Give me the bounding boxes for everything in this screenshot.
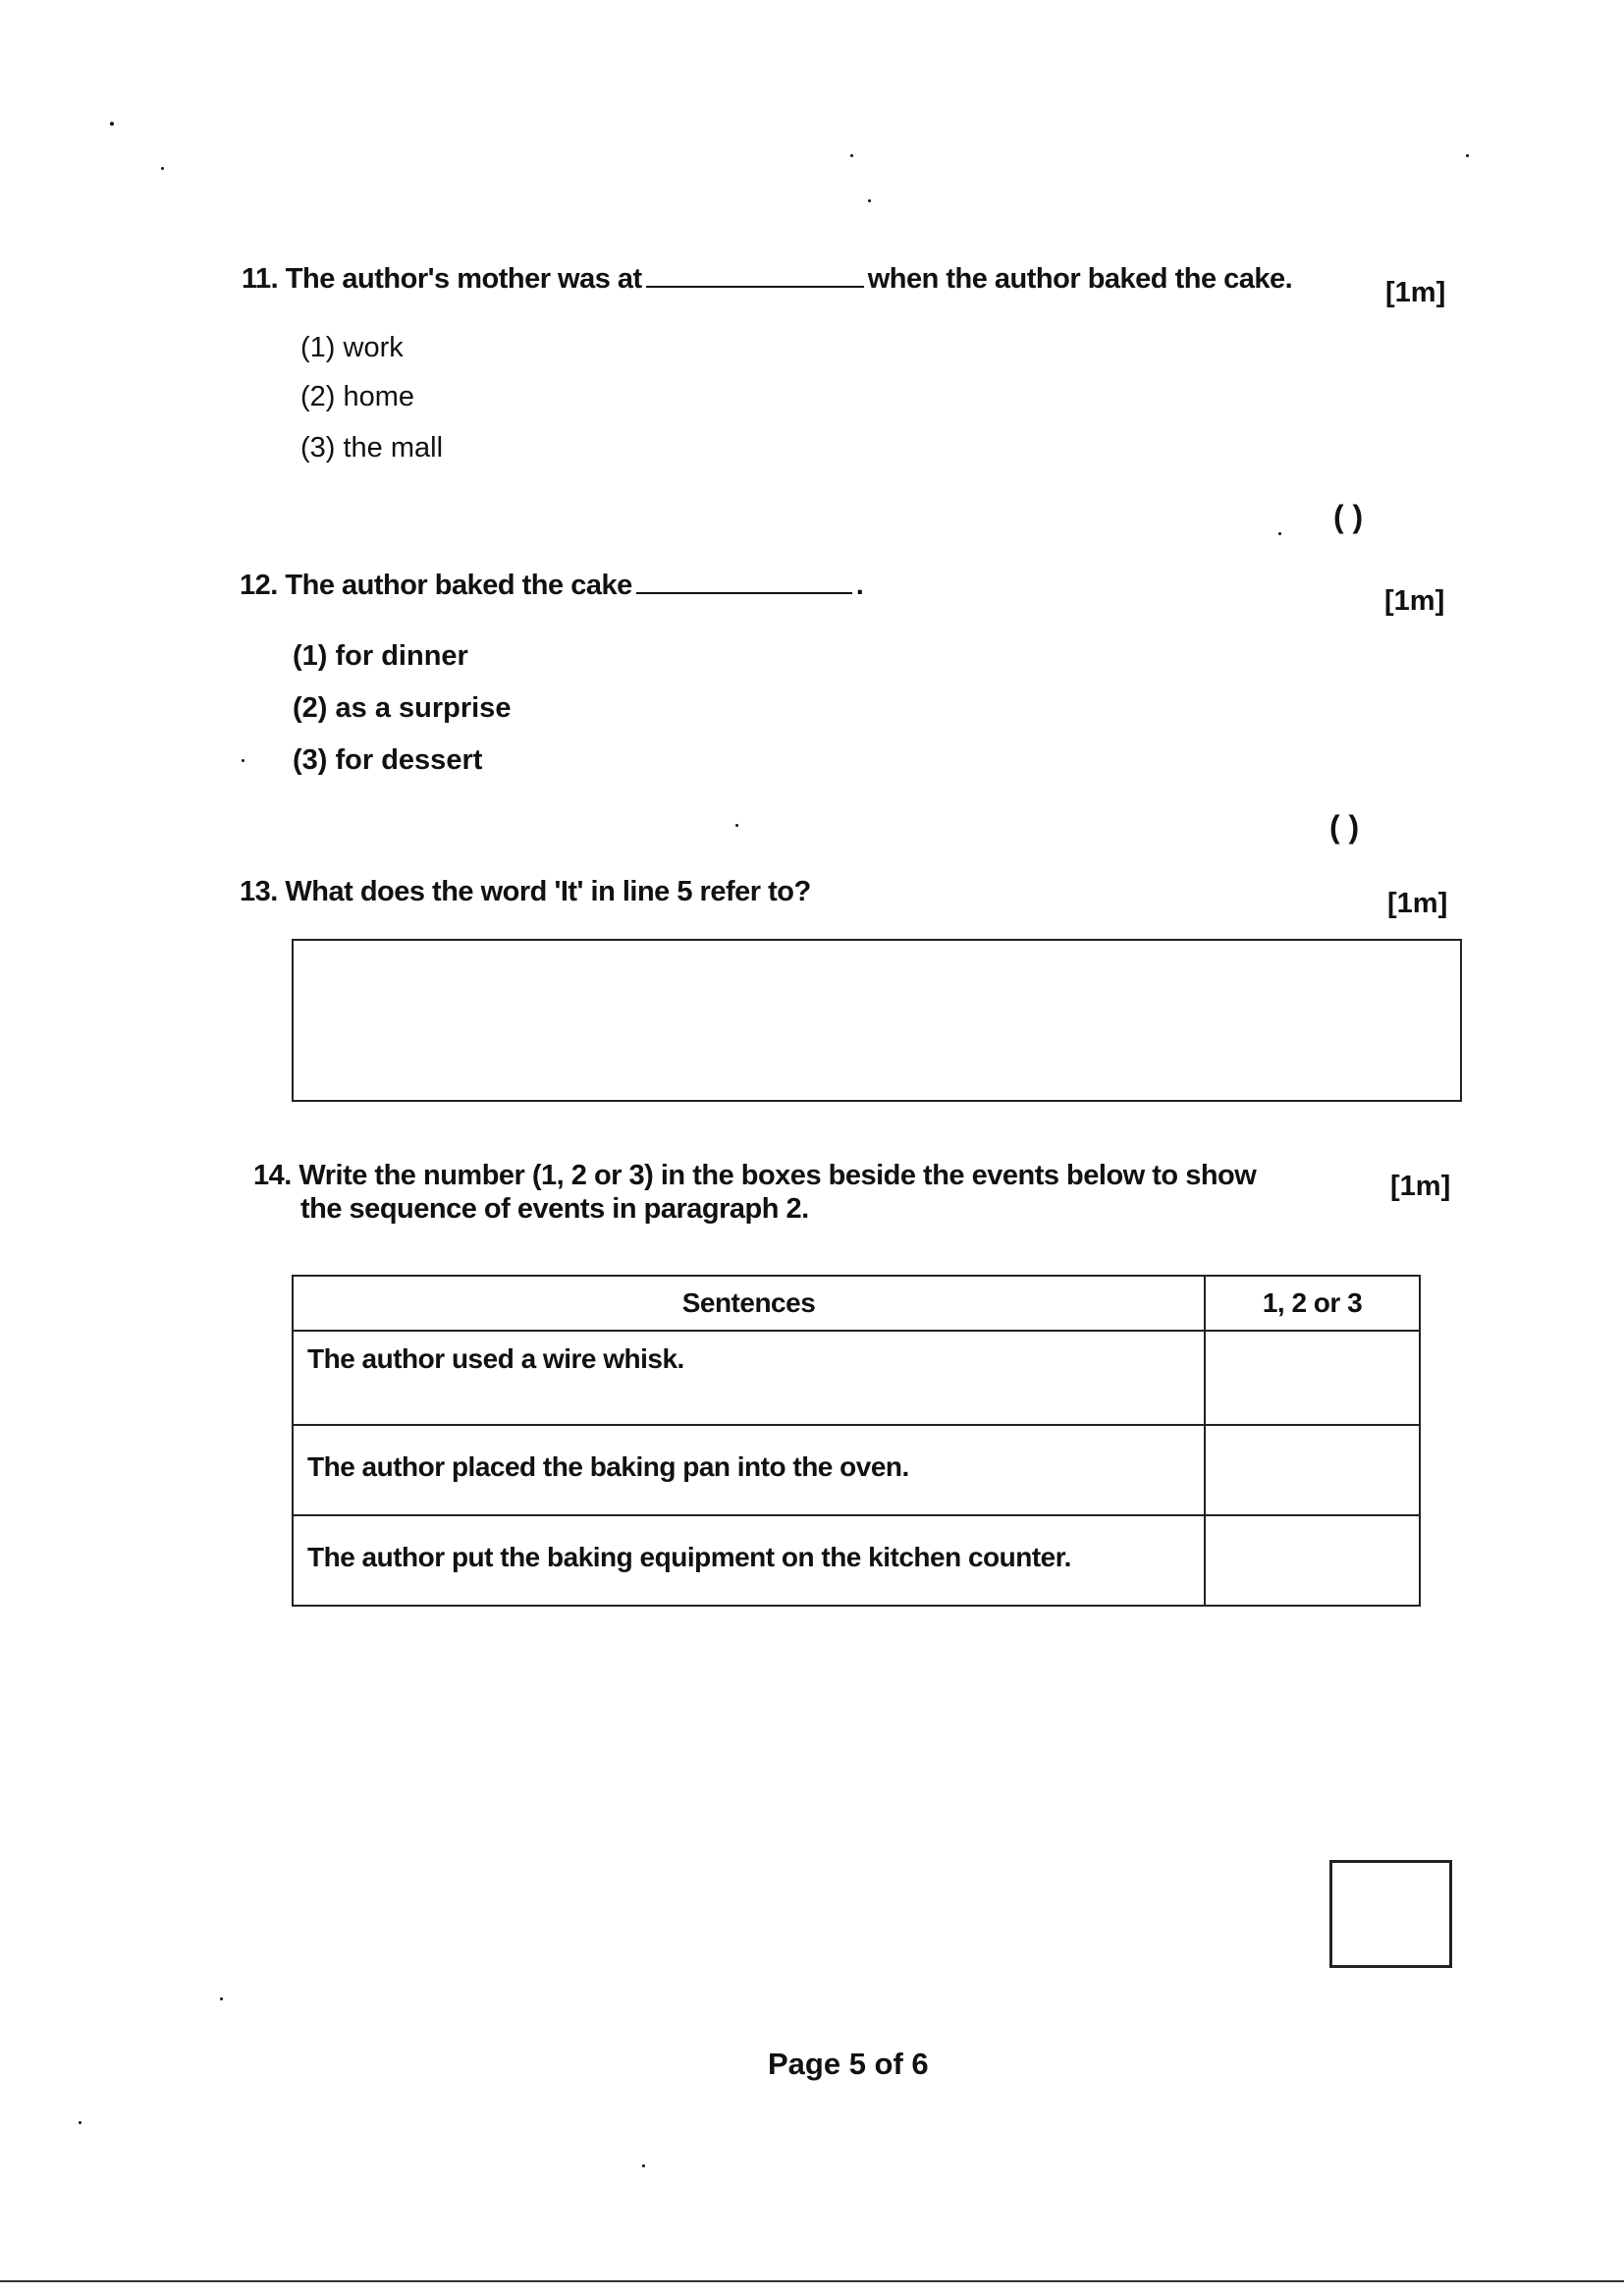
question-text: Write the number (1, 2 or 3) in the boxes beside the events below to show	[298, 1160, 1257, 1191]
answer-box[interactable]	[292, 939, 1462, 1102]
column-header: Sentences	[293, 1276, 1205, 1331]
scan-edge-line	[0, 2280, 1624, 2282]
scan-speck	[110, 122, 114, 126]
table-row	[293, 1515, 1420, 1606]
table-row	[293, 1331, 1420, 1425]
sequence-number-box[interactable]	[1205, 1331, 1420, 1425]
question-14-marks: [1m]	[1390, 1171, 1451, 1202]
scan-speck	[868, 199, 871, 202]
question-text: .	[855, 570, 864, 601]
scan-speck	[220, 1997, 223, 2000]
question-11-marks: [1m]	[1385, 277, 1446, 308]
option-item: (2) home	[300, 381, 415, 412]
sequence-number-box[interactable]	[1205, 1425, 1420, 1515]
column-header: 1, 2 or 3	[1205, 1276, 1420, 1331]
answer-parentheses[interactable]: ( )	[1329, 809, 1360, 845]
scan-speck	[642, 2164, 645, 2167]
question-14-stem	[253, 1159, 1256, 1226]
question-11-stem	[242, 263, 1292, 296]
sequence-number-box[interactable]	[1205, 1515, 1420, 1606]
question-text: What does the word 'It' in line 5 refer to?	[285, 876, 811, 907]
sentence-cell: The author put the baking equipment on the kitchen counter.	[293, 1515, 1205, 1606]
question-13-marks: [1m]	[1387, 888, 1448, 919]
scan-speck	[1466, 154, 1469, 157]
sentence-cell: The author placed the baking pan into the oven.	[293, 1425, 1205, 1515]
scan-speck	[242, 759, 244, 762]
question-number: 14.	[253, 1160, 292, 1191]
fill-in-blank[interactable]	[646, 285, 864, 288]
option-item: (1) work	[300, 332, 404, 363]
option-item: (3) the mall	[300, 432, 444, 464]
scan-speck	[735, 824, 738, 827]
scan-speck	[161, 167, 164, 170]
option-item: (3) for dessert	[293, 744, 483, 776]
sentence-cell: The author used a wire whisk.	[293, 1331, 1205, 1425]
question-number: 13.	[240, 876, 278, 907]
option-item: (2) as a surprise	[293, 692, 512, 724]
question-text: The author baked the cake	[285, 570, 632, 601]
question-text: the sequence of events in paragraph 2.	[300, 1193, 809, 1225]
page-number: Page 5 of 6	[768, 2047, 929, 2081]
table-header-row	[293, 1276, 1420, 1331]
scan-speck	[1278, 532, 1281, 535]
scan-speck	[79, 2121, 81, 2124]
question-text: The author's mother was at	[285, 263, 642, 295]
question-12-stem	[240, 570, 863, 602]
scan-speck	[850, 154, 853, 157]
question-12-marks: [1m]	[1384, 585, 1445, 617]
table-row	[293, 1425, 1420, 1515]
question-number: 11.	[242, 263, 279, 295]
score-box[interactable]	[1329, 1860, 1452, 1968]
question-text: when the author baked the cake.	[867, 263, 1293, 295]
question-number: 12.	[240, 570, 278, 601]
option-item: (1) for dinner	[293, 640, 468, 672]
question-13-stem	[240, 876, 811, 908]
sequence-table	[292, 1275, 1421, 1607]
answer-parentheses[interactable]: ( )	[1333, 499, 1364, 534]
fill-in-blank[interactable]	[636, 591, 852, 594]
